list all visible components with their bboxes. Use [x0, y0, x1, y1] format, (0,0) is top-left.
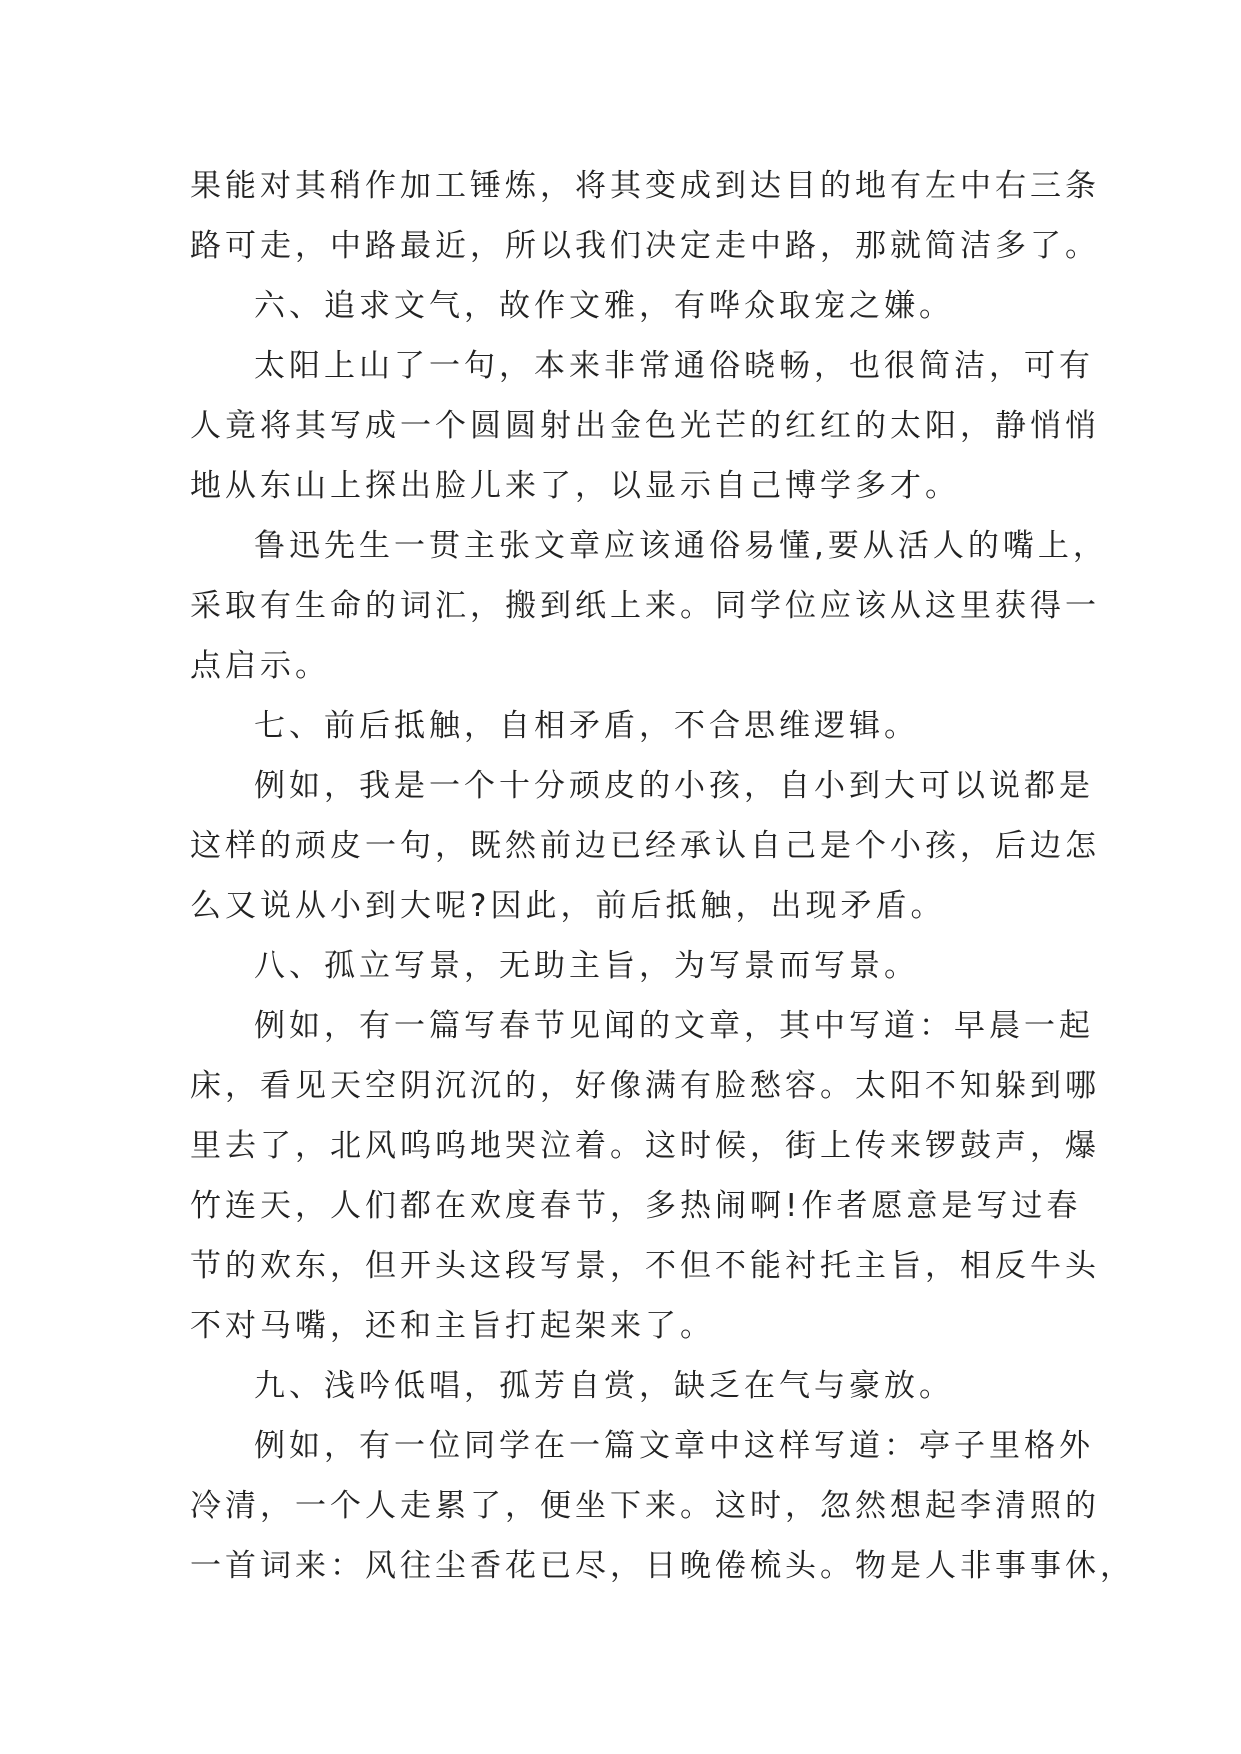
- text-line: 么又说从小到大呢?因此，前后抵触，出现矛盾。: [190, 888, 946, 924]
- text-line: 六、追求文气，故作文雅，有哗众取宠之嫌。: [254, 288, 954, 324]
- text-line: 例如，我是一个十分顽皮的小孩，自小到大可以说都是: [254, 768, 1094, 804]
- text-line: 冷清，一个人走累了，便坐下来。这时，忽然想起李清照的: [190, 1488, 1100, 1524]
- text-line: 采取有生命的词汇，搬到纸上来。同学位应该从这里获得一: [190, 588, 1100, 624]
- text-line: 九、浅吟低唱，孤芳自赏，缺乏在气与豪放。: [254, 1368, 954, 1404]
- text-line: 路可走，中路最近，所以我们决定走中路，那就简洁多了。: [190, 228, 1100, 264]
- text-line: 里去了，北风呜呜地哭泣着。这时候，街上传来锣鼓声，爆: [190, 1128, 1100, 1164]
- text-line: 八、孤立写景，无助主旨，为写景而写景。: [254, 948, 919, 984]
- text-line: 节的欢东，但开头这段写景，不但不能衬托主旨，相反牛头: [190, 1248, 1100, 1284]
- document-body: [190, 156, 1135, 1596]
- text-line: 一首词来：风往尘香花已尽，日晚倦梳头。物是人非事事休，: [190, 1548, 1135, 1584]
- text-line: 不对马嘴，还和主旨打起架来了。: [190, 1308, 715, 1344]
- text-line: 太阳上山了一句，本来非常通俗晓畅，也很简洁，可有: [254, 348, 1094, 384]
- text-line: 这样的顽皮一句，既然前边已经承认自己是个小孩，后边怎: [190, 828, 1100, 864]
- text-line: 果能对其稍作加工锤炼，将其变成到达目的地有左中右三条: [190, 168, 1100, 204]
- text-line: 人竟将其写成一个圆圆射出金色光芒的红红的太阳，静悄悄: [190, 408, 1100, 444]
- text-line: 点启示。: [190, 648, 330, 684]
- text-line: 例如，有一位同学在一篇文章中这样写道：亭子里格外: [254, 1428, 1094, 1464]
- text-line: 七、前后抵触，自相矛盾，不合思维逻辑。: [254, 708, 919, 744]
- text-line: 地从东山上探出脸儿来了，以显示自己博学多才。: [190, 468, 960, 504]
- text-line: 床，看见天空阴沉沉的，好像满有脸愁容。太阳不知躲到哪: [190, 1068, 1100, 1104]
- text-line: 竹连天，人们都在欢度春节，多热闹啊!作者愿意是写过春: [190, 1188, 1082, 1224]
- text-line: 例如，有一篇写春节见闻的文章，其中写道：早晨一起: [254, 1008, 1094, 1044]
- text-line: 鲁迅先生一贯主张文章应该通俗易懂,要从活人的嘴上，: [254, 528, 1108, 564]
